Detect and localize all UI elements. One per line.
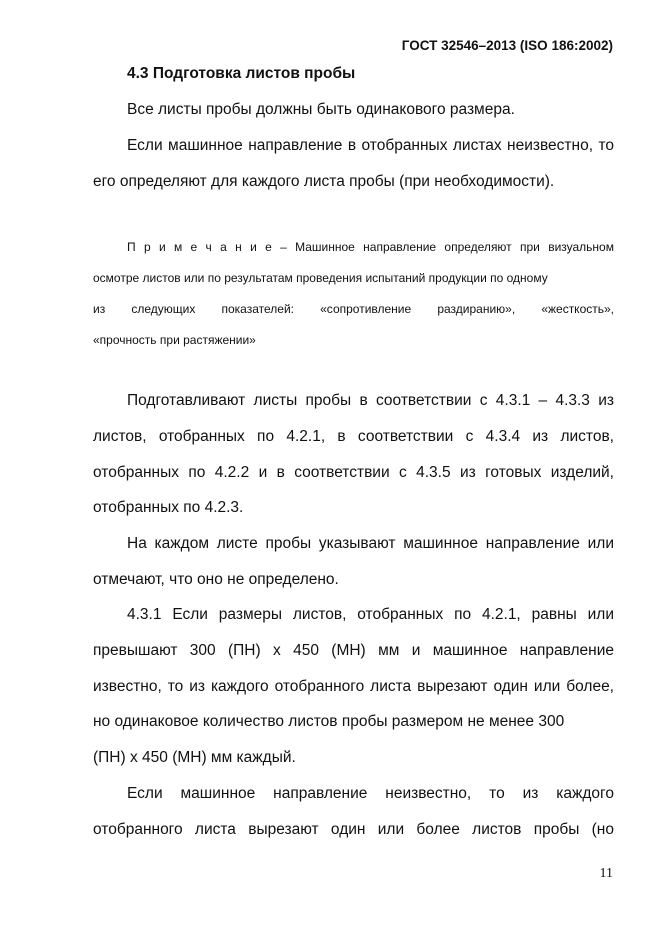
paragraph-line: 4.3.1 Если размеры листов, отобранных по 4.2.1, равны или xyxy=(127,606,614,623)
paragraph-line: Если машинное направление в отобранных листах неизвестно, то xyxy=(127,137,614,154)
note-first-line xyxy=(127,237,614,257)
paragraph-line: известно, то из каждого отобранного листа вырезают один или более, xyxy=(93,678,614,695)
paragraph-line: листов, отобранных по 4.2.1, в соответствии с 4.3.4 из листов, xyxy=(93,428,614,445)
note-line: из следующих показателей: «сопротивление раздиранию», «жесткость», xyxy=(93,302,614,316)
paragraph-line: его определяют для каждого листа пробы (при необходимости). xyxy=(93,173,555,190)
paragraph-line: отмечают, что оно не определено. xyxy=(93,571,339,588)
paragraph-line: превышают 300 (ПН) х 450 (МН) мм и машинное направление xyxy=(93,642,614,659)
note-text: Машинное направление определяют при визуальном xyxy=(295,240,614,254)
paragraph-line: но одинаковое количество листов пробы размером не менее 300 xyxy=(93,713,565,730)
paragraph-line: Все листы пробы должны быть одинакового размера. xyxy=(127,101,515,118)
paragraph-line: На каждом листе пробы указывают машинное направление или xyxy=(127,535,614,552)
page-number: 11 xyxy=(599,866,613,881)
standard-header: ГОСТ 32546–2013 (ISO 186:2002) xyxy=(401,38,613,53)
paragraph-line: отобранных по 4.2.2 и в соответствии с 4.3.5 из готовых изделий, xyxy=(93,464,614,481)
paragraph-line: Если машинное направление неизвестно, то из каждого xyxy=(127,785,614,802)
paragraph-line: Подготавливают листы пробы в соответствии с 4.3.1 – 4.3.3 из xyxy=(127,392,614,409)
note-label: П р и м е ч а н и е – xyxy=(127,240,287,254)
note-line: «прочность при растяжении» xyxy=(93,333,256,347)
section-title: 4.3 Подготовка листов пробы xyxy=(127,65,356,82)
paragraph-line: отобранного листа вырезают один или более листов пробы (но xyxy=(93,821,614,838)
paragraph-line: (ПН) х 450 (МН) мм каждый. xyxy=(93,749,296,766)
paragraph-line: отобранных по 4.2.3. xyxy=(93,499,244,516)
note-line: осмотре листов или по результатам проведения испытаний продукции по одному xyxy=(93,271,548,285)
